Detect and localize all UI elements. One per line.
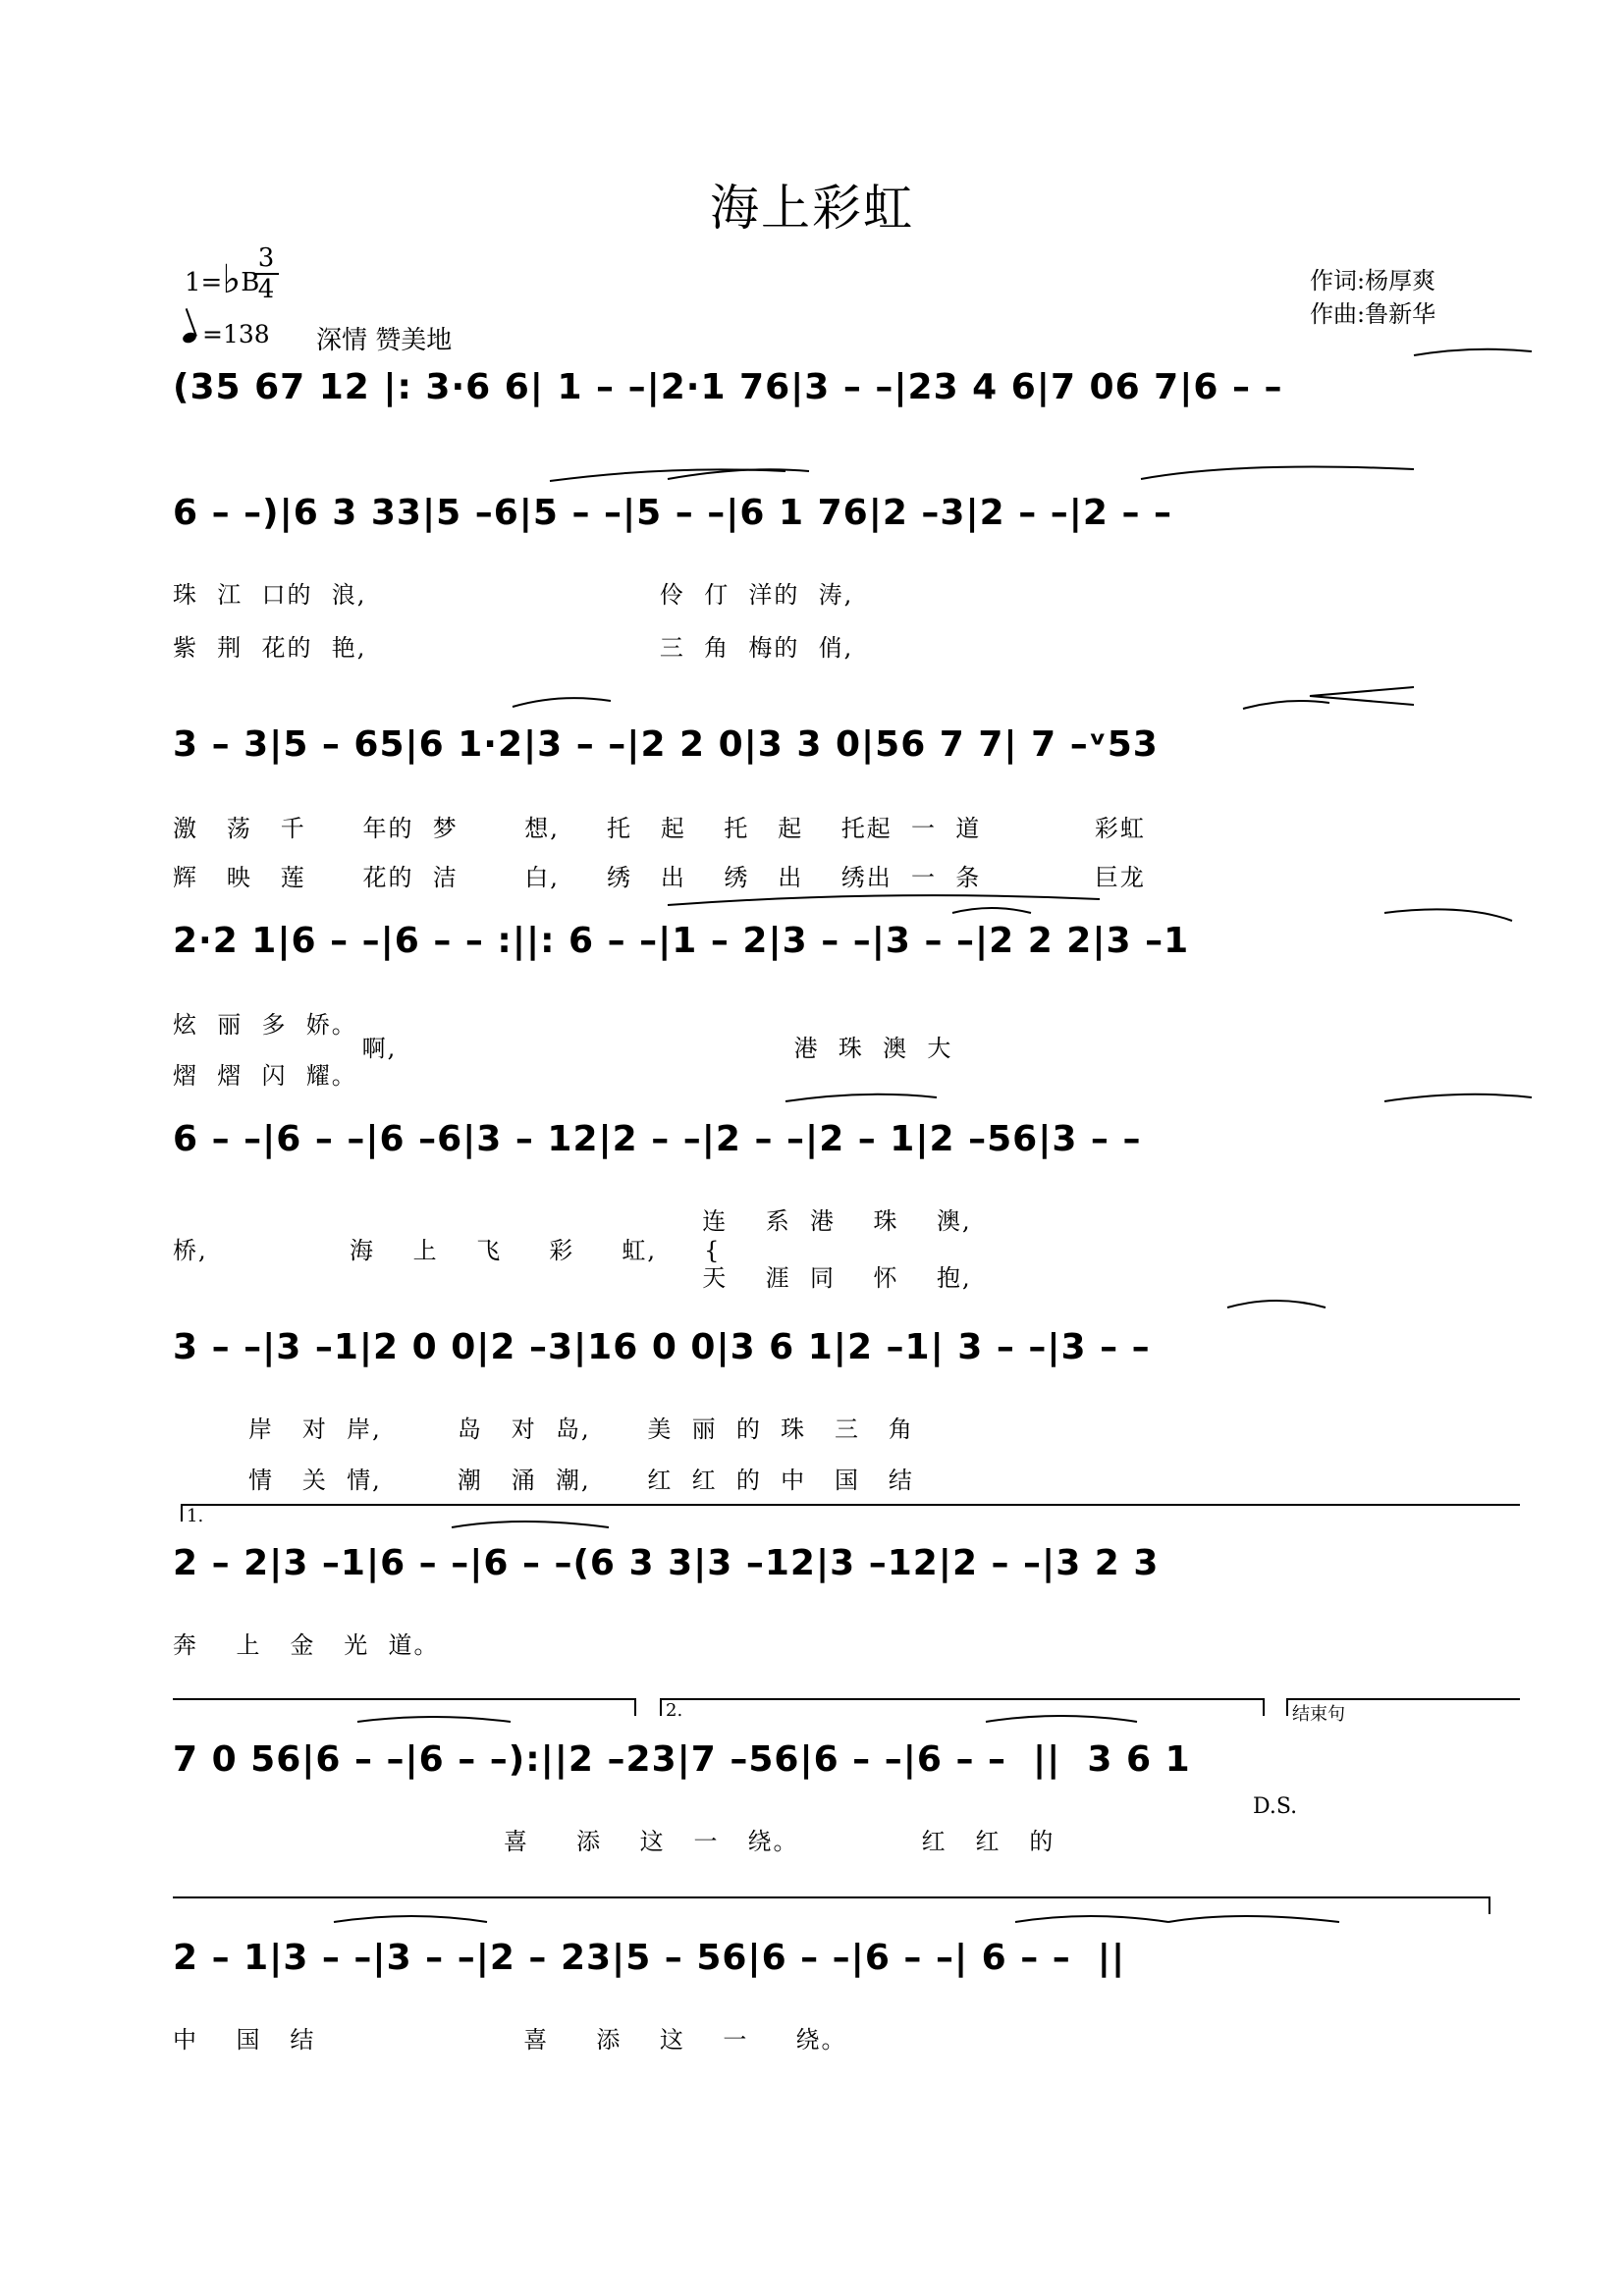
lyricist-credit: 作词:杨厚爽 [1310,267,1436,294]
notation-line: 2 – 1|3 – –|3 – –|2 – 23|5 – 56|6 – –|6 – –| 6 – – || [173,1938,1126,1978]
lyric-line: 奔 上 金 光 道。 [173,1631,440,1659]
tie-mark [357,1717,511,1722]
notation-line: 3 – –|3 –1|2 0 0|2 –3|16 0 0|3 6 1|2 –1| 3 – –|3 – – [173,1327,1151,1367]
lyric-line: 喜 添 这 一 绕。 红 红 的 [173,1828,1056,1855]
volta-number: 2. [666,1700,683,1721]
tempo-value: =138 [202,320,270,348]
meter-bottom: 4 [253,273,279,304]
tie-mark [986,1716,1137,1722]
key-letter: B [241,268,260,297]
lyric-line: 中 国 结 喜 添 这 一 绕。 [173,2026,847,2054]
lyric-verse-2: 熠 熠 闪 耀。 [173,1062,357,1090]
composer-credit: 作曲:鲁新华 [1310,300,1436,328]
lyric-verse-1: 连 系 港 珠 澳, [173,1207,972,1235]
key-tonic: 1= [185,268,223,297]
tie-mark [1168,1916,1339,1922]
tie-mark [1141,467,1414,479]
tie-mark [952,908,1031,913]
notation-line: 6 – –|6 – –|6 –6|3 – 12|2 – –|2 – –|2 – 1|2 –56|3 – – [173,1119,1142,1159]
tie-mark [1243,701,1329,709]
tie-mark [1384,909,1512,921]
notation-line: 2 – 2|3 –1|6 – –|6 – –(6 3 3|3 –12|3 –12|2 – –|3 2 3 [173,1543,1160,1583]
page-title: 海上彩虹 [710,180,914,237]
lyric-verse-1: 珠 江 口的 浪, 伶 仃 洋的 涛, [173,581,854,609]
notation-line: 7 0 56|6 – –|6 – –):||2 –23|7 –56|6 – –|6 – – || 3 6 1 [173,1739,1191,1780]
tie-mark [513,698,611,707]
flat-icon: ♭ [222,257,242,302]
tie-mark [668,895,1100,905]
expression-marking: 深情 赞美地 [316,326,453,355]
lyric-verse-1: 炫 丽 多 娇。 [173,1011,357,1039]
notation-line: 6 – –)|6 3 33|5 –6|5 – –|5 – –|6 1 76|2 –3|2 – –|2 – – [173,493,1173,533]
lyric-verse-2: 紫 荆 花的 艳, 三 角 梅的 俏, [173,634,854,662]
tie-mark [1227,1301,1326,1308]
volta-number: 1. [187,1506,204,1526]
tie-mark [1015,1916,1168,1922]
notation-line: 3 – 3|5 – 65|6 1·2|3 – –|2 2 0|3 3 0|56 7 7| 7 –ᵛ53 [173,724,1159,765]
meter-top: 3 [257,243,275,273]
notation-line: (35 67 12 |: 3·6 6| 1 – –|2·1 76|3 – –|23 4 6|7 06 7|6 – – [173,367,1283,407]
tie-mark [785,1095,937,1101]
lyric-chorus: 啊, 港 珠 澳 大 [173,1035,953,1062]
lyric-verse-2: 辉 映 莲 花的 洁 白, 绣 出 绣 出 绣出 一 条 巨龙 [173,864,1146,891]
lyric-verse-1: 岸 对 岸, 岛 对 岛, 美 丽 的 珠 三 角 [173,1415,914,1443]
tie-mark [452,1522,609,1527]
tie-mark [1414,349,1532,355]
lyric-verse-2: 情 关 情, 潮 涌 潮, 红 红 的 中 国 结 [173,1467,914,1494]
lyric-verse-1: 激 荡 千 年的 梦 想, 托 起 托 起 托起 一 道 彩虹 [173,815,1146,842]
ending-label: 结束句 [1292,1704,1345,1725]
notation-line: 2·2 1|6 – –|6 – – :||: 6 – –|1 – 2|3 – –|3 – –|2 2 2|3 –1 [173,921,1190,961]
tie-mark [334,1916,487,1922]
lyric-chorus: 桥, 海 上 飞 彩 虹, { [173,1237,722,1264]
tie-mark [550,469,785,481]
dal-segno-marking: D.S. [1253,1794,1298,1819]
tie-mark [1384,1095,1532,1101]
lyric-verse-2: 天 涯 同 怀 抱, [173,1264,972,1292]
